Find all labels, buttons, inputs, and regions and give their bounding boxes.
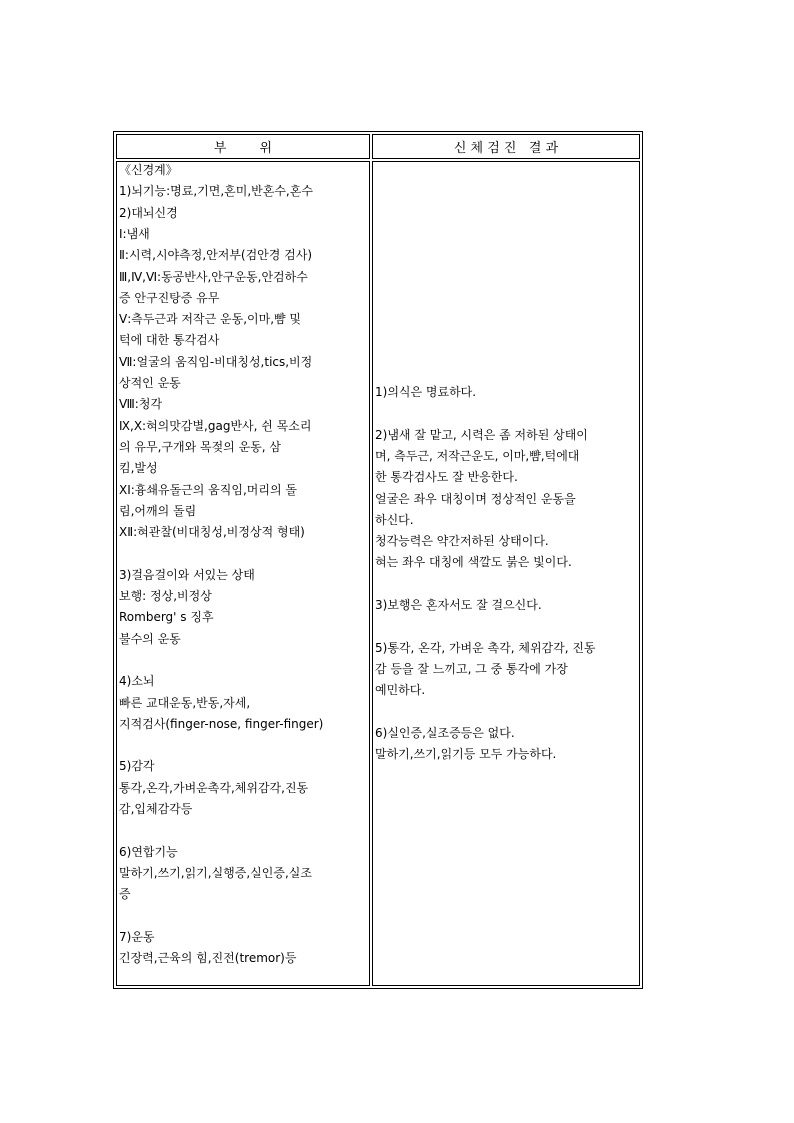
right-line: 며, 측두근, 저작근운도, 이마,뺨,턱에대 bbox=[375, 448, 580, 463]
left-line: ⅩⅡ:혀관찰(비대칭성,비정상적 형태) bbox=[119, 525, 305, 540]
right-line: 청각능력은 약간저하된 상태이다. bbox=[375, 534, 549, 549]
right-line: 말하기,쓰기,읽기등 모두 가능하다. bbox=[375, 747, 557, 762]
right-line: 1)의식은 명료하다. bbox=[375, 385, 477, 399]
left-line: 통각,온각,가벼운촉각,체위감각,진동 bbox=[119, 780, 309, 795]
left-line: 1)뇌기능:명료,기면,혼미,반혼수,혼수 bbox=[119, 184, 313, 199]
left-line: 증 bbox=[119, 887, 131, 902]
header-left-cell bbox=[116, 134, 370, 159]
right-line: 혀는 좌우 대칭에 색깔도 붉은 빛이다. bbox=[375, 555, 572, 570]
right-line: 3)보행은 혼자서도 잘 걸으신다. bbox=[375, 598, 542, 612]
body-left-cell bbox=[116, 161, 370, 986]
left-line: Ⅱ:시력,시야측정,안저부(검안경 검사) bbox=[119, 248, 313, 263]
left-line: 보행: 정상,비정상 bbox=[119, 589, 212, 603]
left-line: 3)걸음걸이와 서있는 상태 bbox=[119, 567, 255, 582]
left-line: 상적인 운동 bbox=[119, 376, 181, 390]
right-line: 6)실인증,실조증등은 없다. bbox=[375, 725, 515, 740]
left-line: 7)운동 bbox=[119, 929, 155, 944]
left-line: 4)소뇌 bbox=[119, 674, 155, 689]
left-line: 지적검사(finger-nose, finger-finger) bbox=[119, 716, 324, 731]
left-line: 감,입체감각등 bbox=[119, 802, 193, 816]
exam-table bbox=[113, 131, 643, 989]
right-line: 5)통각, 온각, 가벼운 촉각, 체위감각, 진동 bbox=[375, 640, 596, 655]
left-line: 림,어깨의 돌림 bbox=[119, 503, 197, 518]
left-line: 불수의 운동 bbox=[119, 631, 181, 646]
right-line: 예민하다. bbox=[375, 683, 426, 698]
left-line: 5)감각 bbox=[119, 759, 155, 774]
right-line: 2)냄새 잘 맡고, 시력은 좀 저하된 상태이 bbox=[375, 427, 588, 442]
left-line: Romberg' s 징후 bbox=[119, 610, 214, 625]
left-line: 2)대뇌신경 bbox=[119, 205, 178, 220]
left-line: 6)연합기능 bbox=[119, 844, 178, 859]
left-line: 의 유무,구개와 목젖의 운동, 삼 bbox=[119, 439, 281, 454]
right-line: 얼굴은 좌우 대칭이며 정상적인 운동을 bbox=[375, 491, 576, 506]
left-line: Ⅲ,Ⅳ,Ⅵ:동공반사,안구운동,안검하수 bbox=[119, 269, 308, 284]
left-line: Ⅶ:얼굴의 움직임-비대칭성,tics,비정 bbox=[119, 354, 313, 369]
left-line: 빠른 교대운동,반동,자세, bbox=[119, 695, 251, 710]
left-line: 긴장력,근육의 힘,진전(tremor)등 bbox=[119, 951, 297, 966]
body-right-cell bbox=[372, 161, 640, 986]
header-right-cell bbox=[372, 134, 640, 159]
left-line: Ⅸ,Ⅹ:혀의맛감별,gag반사, 쉰 목소리 bbox=[119, 418, 312, 433]
right-line: 한 통각검사도 잘 반응한다. bbox=[375, 470, 518, 485]
left-line: Ⅷ:청각 bbox=[119, 397, 163, 412]
left-line: 턱에 대한 통각검사 bbox=[119, 333, 220, 348]
right-line: 하신다. bbox=[375, 512, 414, 527]
header-left-label: 부 위 bbox=[213, 141, 273, 156]
left-line: 증 안구진탕증 유무 bbox=[119, 290, 220, 305]
right-line: 감 등을 잘 느끼고, 그 중 통각에 가장 bbox=[375, 661, 568, 676]
left-line: ⅩⅠ:흉쇄유돌근의 움직임,머리의 돌 bbox=[119, 482, 297, 497]
header-right-label: 신 체 검 진 결 과 bbox=[453, 141, 559, 156]
left-line: 킴,발성 bbox=[119, 461, 158, 476]
left-line: Ⅰ:냄새 bbox=[119, 226, 150, 241]
left-line: 말하기,쓰기,읽기,실행증,실인증,실조 bbox=[119, 865, 312, 880]
left-line: Ⅴ:측두근과 저작근 운동,이마,뺨 및 bbox=[119, 312, 302, 327]
left-line: 《신경계》 bbox=[119, 163, 178, 177]
